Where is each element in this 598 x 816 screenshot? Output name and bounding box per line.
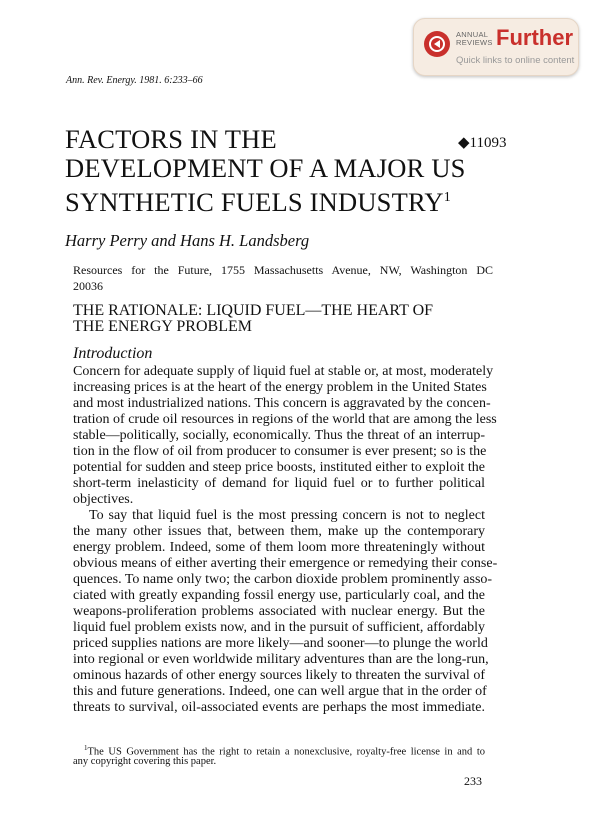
footnote bbox=[73, 741, 485, 769]
footnote-mark: 1 bbox=[84, 744, 88, 752]
body-line: increasing prices is at the heart of the energy problem in the United States bbox=[73, 380, 487, 395]
body-line: stable—politically, socially, economically. Thus the threat of an interrup- bbox=[73, 428, 485, 443]
banner-subtitle[interactable]: Quick links to online content bbox=[456, 55, 575, 66]
banner-brand bbox=[456, 31, 493, 47]
article-title bbox=[65, 125, 465, 217]
section-heading bbox=[73, 303, 493, 334]
body-line: ominous hazards of other energy sources likely to threaten the survival of bbox=[73, 668, 485, 683]
body-line: into regional or even worldwide military adventures than are the long-run, bbox=[73, 652, 489, 667]
subheading-introduction: Introduction bbox=[73, 345, 153, 362]
title-line: FACTORS IN THE bbox=[65, 124, 277, 154]
body-line: potential for sudden and steep price boosts, instituted either to exploit the bbox=[73, 460, 485, 475]
body-line: objectives. bbox=[73, 492, 134, 507]
body-line: energy problem. Indeed, some of them loom more threateningly without bbox=[73, 540, 485, 555]
body-line: tion in the flow of oil from producer to consumer is ever present; so is the bbox=[73, 444, 487, 459]
affiliation-line: Resources for the Future, 1755 Massachusetts Avenue, NW, Washington DC bbox=[73, 263, 493, 277]
body-line: short-term inelasticity of demand for liquid fuel or to further political bbox=[73, 476, 485, 491]
body-line: obvious means of either averting their emergence or remedying their conse- bbox=[73, 556, 498, 571]
banner-title[interactable]: Further bbox=[496, 25, 573, 50]
body-line: this and future generations. Indeed, one can well argue that in the order of bbox=[73, 684, 487, 699]
body-line: liquid fuel problem exists now, and in the pursuit of sufficient, affordably bbox=[73, 620, 485, 635]
body-line: quences. To name only two; the carbon dioxide problem prominently asso- bbox=[73, 572, 493, 587]
footnote-line bbox=[73, 741, 485, 758]
body-line: threats to survival, oil-associated events are perhaps the most immediate. bbox=[73, 700, 485, 715]
further-links-banner[interactable] bbox=[413, 18, 579, 76]
banner-brand-line2: REVIEWS bbox=[456, 38, 493, 47]
body-line: ciated with greatly expanding fossil energy use, particularly coal, and the bbox=[73, 588, 485, 603]
footnote-text: The US Government has the right to retain a nonexclusive, royalty-free license in and to bbox=[87, 746, 485, 758]
body-line: tration of crude oil resources in regions of the world that are among the less bbox=[73, 412, 497, 427]
title-line-text: SYNTHETIC FUELS INDUSTRY bbox=[65, 186, 444, 217]
body-line: and most industrialized nations. This concern is aggravated by the concen- bbox=[73, 396, 491, 411]
authors: Harry Perry and Hans H. Landsberg bbox=[65, 231, 310, 250]
affiliation-line: 20036 bbox=[73, 279, 103, 293]
section-heading-line: THE ENERGY PROBLEM bbox=[73, 317, 252, 335]
page-number: 233 bbox=[464, 774, 482, 788]
section-heading-line: THE RATIONALE: LIQUID FUEL—THE HEART OF bbox=[73, 302, 434, 319]
footnote-line: any copyright covering this paper. bbox=[73, 756, 217, 767]
title-line: DEVELOPMENT OF A MAJOR US bbox=[65, 153, 466, 183]
annual-reviews-logo-icon bbox=[424, 31, 450, 57]
affiliation bbox=[73, 263, 493, 295]
body-text bbox=[73, 364, 498, 716]
body-line: priced supplies nations are more likely—and sooner—to plunge the world bbox=[73, 636, 488, 651]
banner-brand-line1: ANNUAL bbox=[456, 30, 489, 39]
title-line bbox=[65, 183, 465, 217]
article-number: ◆11093 bbox=[458, 135, 507, 151]
title-footnote-mark: 1 bbox=[443, 190, 451, 205]
body-line: Concern for adequate supply of liquid fuel at stable or, at most, moderately bbox=[73, 364, 494, 379]
body-line: weapons-proliferation problems associated with nuclear energy. But the bbox=[73, 604, 485, 619]
journal-reference: Ann. Rev. Energy. 1981. 6:233–66 bbox=[66, 75, 203, 86]
body-line: the many other issues that, between them, make up the contemporary bbox=[73, 524, 485, 539]
body-line: To say that liquid fuel is the most pressing concern is not to neglect bbox=[89, 508, 485, 523]
